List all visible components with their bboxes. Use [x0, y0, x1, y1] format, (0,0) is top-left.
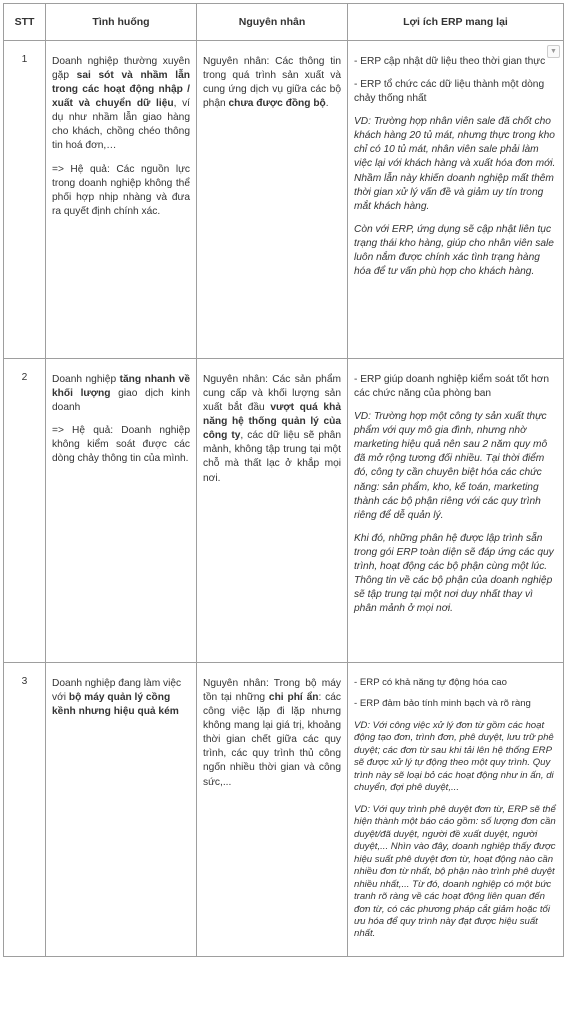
benefit-cell	[348, 41, 564, 359]
table-row	[4, 41, 564, 359]
table-header-row	[4, 4, 564, 41]
benefit-example: Còn với ERP, ứng dụng sẽ cập nhật liên tục trạng thái kho hàng, giúp cho nhân viên sale luôn nắm được chính xác tình trạng hàng hóa để tư vấn phù hợp cho khách hàng.	[354, 223, 554, 278]
situation-text-part: giao dịch kinh doanh	[52, 388, 190, 414]
benefit-item: - ERP giúp doanh nghiệp kiểm soát tốt hơn các chức năng của phòng ban	[354, 374, 550, 400]
situation-text	[52, 55, 190, 154]
situation-cell	[46, 41, 197, 359]
benefit-item: - ERP tổ chức các dữ liệu thành một dòng chảy thống nhất	[354, 79, 545, 105]
situation-highlight: bộ máy quản lý cồng kềnh nhưng hiệu quả kém	[52, 692, 179, 718]
cause-text-part: .	[325, 98, 329, 110]
cause-text	[203, 55, 341, 111]
benefit-example: Khi đó, những phân hệ được lập trình sẵn trong gói ERP toàn diện sẽ đáp ứng các quy trình, hoạt động các bộ phận cùng một lúc. Thông tin về các bộ phận của doanh nghiệp sẽ tập trung tại một nơi duy nhất thay vì phân mảnh ở mọi nơi.	[354, 532, 554, 615]
row-number: 3	[4, 663, 46, 957]
cause-highlight: chưa được đồng bộ	[228, 98, 326, 110]
table-row	[4, 359, 564, 663]
cause-cell	[197, 663, 348, 957]
header-situation: Tình huống	[46, 4, 197, 41]
situation-cell	[46, 359, 197, 663]
situation-text	[52, 677, 190, 719]
situation-text	[52, 373, 190, 415]
cause-highlight: vượt quá khả năng hệ thống quản lý của công ty	[203, 402, 341, 442]
cause-highlight: chi phí ẩn	[268, 692, 319, 704]
header-stt: STT	[4, 4, 46, 41]
benefit-cell	[348, 359, 564, 663]
cause-cell	[197, 41, 348, 359]
benefit-item: - ERP cập nhật dữ liệu theo thời gian thực	[354, 56, 546, 67]
benefit-example: VD: Trường hợp nhân viên sale đã chốt cho khách hàng 20 tủ mát, nhưng thực trong kho chỉ có 10 tủ mát, nhân viên sale phải làm việc lại với khách hàng và xuất hóa đơn mới. Nhầm lẫn này khiến doanh nghiệp mất thêm thời gian xử lý vấn đề và giảm uy tín trong mắt khách hàng.	[354, 116, 556, 212]
table-row	[4, 663, 564, 957]
cause-text-part: : các công việc lặp đi lặp nhưng không mang lại giá trị, khoảng thời gian chết giữa các quy trình, các quy trình thủ công ngốn nhiều thời gian và công sức,...	[203, 692, 342, 788]
situation-highlight: tăng nhanh về khối lượng	[52, 374, 190, 400]
benefit-item: - ERP đảm bảo tính minh bạch và rõ ràng	[354, 698, 531, 710]
chevron-down-icon[interactable]: ▼	[547, 45, 560, 58]
header-cause: Nguyên nhân	[197, 4, 348, 41]
header-benefit	[348, 4, 564, 55]
situation-text-part: , ví dụ như nhầm lẫn giao hàng cho khách, chồng chéo thông tin hoá đơn,…	[52, 98, 190, 152]
situation-highlight: sai sót và nhầm lẫn trong các hoạt động nhập / xuất và chuyển dữ liệu	[52, 70, 190, 110]
cause-text-part: Nguyên nhân: Các sản phẩm cung cấp và khối lượng sản xuất bắt đầu	[203, 374, 341, 414]
benefit-example: VD: Với công việc xử lý đơn từ gồm các hoạt động tạo đơn, trình đơn, phê duyệt, lưu trữ phê duyệt; các đơn từ sau khi tải lên hệ thống ERP sẽ được xử lý tự động theo một quy trình. Quy trình này sẽ loại bỏ các hoạt động như in ấn, di chuyển, đợi phê duyệt,...	[354, 719, 554, 794]
situation-text-part: Doanh nghiệp	[52, 374, 120, 385]
cause-text	[203, 373, 341, 486]
consequence-text: => Hệ quả: Các nguồn lực trong doanh nghiệp không thể phối hợp nhịp nhàng và đưa ra quyết định chính xác.	[52, 163, 190, 217]
situation-cell	[46, 663, 197, 957]
consequence-text: => Hệ quả: Doanh nghiệp không kiểm soát được các dòng chảy thông tin của mình.	[52, 425, 190, 465]
erp-benefits-table	[3, 3, 564, 957]
benefit-example: VD: Với quy trình phê duyệt đơn từ, ERP sẽ thể hiện thành một báo cáo gồm: số lượng đơn cần duyệt/đã duyệt, người đề xuất duyệt, người duyệt,... Nhìn vào đây, doanh nghiệp thấy được hiệu suất phê duyệt đơn từ, hoạt động nào cần nhiều đơn từ nhất, bộ phận nào trình phê duyệt nhiều nhất,... Từ đó, doanh nghiệp có một bức tranh rõ ràng về các hoạt động liên quan đến đơn từ, có các phương pháp cắt giảm hoặc tối ưu hóa để quy trình này đạt được hiệu suất nhất.	[354, 803, 556, 940]
benefit-example: VD: Trường hợp một công ty sản xuất thực phẩm với quy mô gia đình, nhưng nhờ marketing hiệu quả nên sau 2 năm quy mô đã mở rộng tương đối nhiều. Tại thời điểm đó, công ty cần chuyên biệt hóa các chức năng: sản phẩm, kho, kế toán, marketing thành các bộ phận riêng với các quy trình riêng để dễ quản lý.	[354, 411, 548, 521]
benefit-item: - ERP có khả năng tự động hóa cao	[354, 677, 507, 688]
cause-text-part: Nguyên nhân: Các thông tin trong quá trình sản xuất và cung ứng dịch vụ giữa các bộ phận	[203, 56, 341, 110]
cause-cell	[197, 359, 348, 663]
cause-text	[203, 677, 341, 790]
cause-text-part: Nguyên nhân: Trong bộ máy tồn tại những	[203, 678, 341, 704]
situation-text-part: Doanh nghiệp thường xuyên gặp	[52, 56, 190, 82]
row-number: 1	[4, 41, 46, 359]
cause-text-part: , các dữ liệu sẽ phân mảnh, không tập trung tại một chỗ mà thất lạc ở khắp mọi nơi.	[203, 430, 341, 484]
row-number: 2	[4, 359, 46, 663]
header-benefit-label: Lợi ích ERP mang lại	[403, 15, 508, 28]
benefit-cell	[348, 663, 564, 957]
situation-text-part: Doanh nghiệp đang làm việc với	[52, 678, 182, 704]
